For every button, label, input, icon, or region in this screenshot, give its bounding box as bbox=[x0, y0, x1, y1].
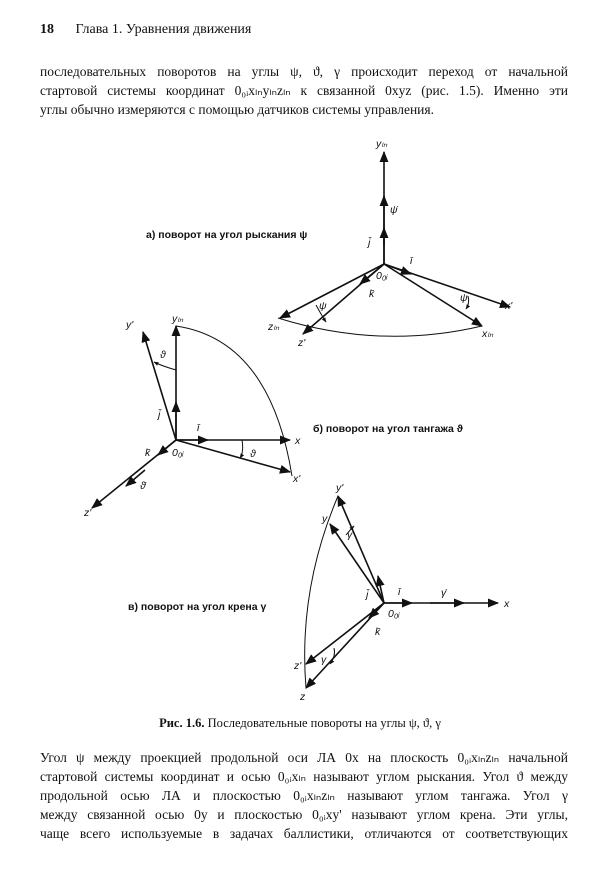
label-theta-1: ϑ bbox=[160, 349, 166, 361]
axis-y bbox=[330, 524, 384, 603]
label-k: k̄ bbox=[375, 626, 381, 638]
axis-z-prime bbox=[306, 603, 384, 664]
label-theta-dot: ϑ̇ bbox=[140, 480, 146, 492]
label-y-prime: y' bbox=[336, 482, 344, 494]
text-line: углы обычно измеряются с помощью датчиков системы управления. bbox=[40, 102, 434, 117]
label-origin: 0₀ᵢ bbox=[388, 608, 400, 620]
label-z-prime: z' bbox=[294, 660, 302, 672]
label-y-ln: yₗₙ bbox=[376, 138, 388, 150]
label-x: x bbox=[295, 435, 301, 447]
label-i: ī bbox=[197, 422, 200, 434]
text-line: между связанной осью 0y и плоскостью 0₀ᵢxy' называют углом крена. Эти углы, bbox=[40, 807, 568, 822]
text-line: последовательных поворотов на углы ψ, ϑ, γ происходит переход от начальной bbox=[40, 64, 568, 79]
panel-c-caption: в) поворот на угол крена γ bbox=[128, 601, 267, 613]
arc-theta-2 bbox=[240, 440, 243, 458]
label-origin: 0₀ᵢ bbox=[172, 447, 184, 459]
text-line: стартовой системы координат и осью 0₀ᵢxₗₙ называют углом рыскания. Угол ϑ между bbox=[40, 769, 568, 784]
panel-c-roll bbox=[128, 482, 510, 703]
label-j: j̄ bbox=[366, 589, 369, 601]
figure-caption bbox=[0, 716, 600, 731]
label-psi-dot: ψ̇ bbox=[390, 204, 398, 216]
text-line: стартовой системы координат 0₀ᵢxₗₙyₗₙzₗₙ к связанной 0xyz (рис. 1.5). Именно эти bbox=[40, 83, 568, 98]
label-j: j̄ bbox=[158, 409, 161, 421]
label-z-ln: zₗₙ bbox=[268, 321, 280, 333]
label-theta-2: ϑ bbox=[250, 448, 256, 460]
text-line: Угол ψ между проекцией продольной оси ЛА 0x на плоскость 0₀ᵢxₗₙzₗₙ начальной bbox=[40, 750, 568, 765]
label-y-ln: yₗₙ bbox=[172, 313, 184, 325]
page-number: 18 bbox=[40, 22, 54, 37]
label-x-prime: x' bbox=[293, 473, 301, 485]
label-z-prime: z' bbox=[298, 337, 306, 349]
label-y-prime: y' bbox=[126, 319, 134, 331]
label-i: ī bbox=[410, 255, 413, 267]
label-x-ln: xₗₙ bbox=[482, 328, 494, 340]
label-origin: 0₀ᵢ bbox=[376, 270, 388, 282]
figure-caption-text: Последовательные повороты на углы ψ, ϑ, γ bbox=[204, 716, 441, 730]
panel-a-yaw bbox=[146, 138, 513, 349]
label-gamma-1: γ bbox=[347, 529, 353, 541]
arc-pitch-plane bbox=[176, 326, 292, 476]
label-k: k̄ bbox=[369, 288, 375, 300]
label-i: ī bbox=[398, 586, 401, 598]
label-x: x bbox=[504, 598, 510, 610]
arc-theta-1 bbox=[154, 362, 176, 370]
panel-a-caption: а) поворот на угол рыскания ψ bbox=[146, 229, 308, 241]
label-psi-1: ψ bbox=[319, 300, 327, 312]
panel-b-caption: б) поворот на угол тангажа ϑ bbox=[313, 423, 463, 435]
label-psi-2: ψ bbox=[460, 292, 468, 304]
text-line: продольной осью ЛА и плоскостью 0₀ᵢxₗₙzₗₙ называют углом тангажа. Угол γ bbox=[40, 788, 568, 803]
label-gamma-2: γ bbox=[321, 654, 327, 666]
axis-y-prime bbox=[338, 496, 384, 603]
text-line: чаще всего используемые в задачах баллистики, отличаются от соответствующих bbox=[40, 826, 568, 841]
chapter-title: Глава 1. Уравнения движения bbox=[75, 22, 252, 37]
paragraph-bottom bbox=[40, 748, 568, 843]
label-j: j̄ bbox=[368, 237, 371, 249]
figure-number: Рис. 1.6. bbox=[159, 716, 205, 730]
label-z: z bbox=[300, 691, 306, 703]
arc-yaw-plane bbox=[278, 318, 482, 336]
label-gamma-dot: γ̇ bbox=[441, 587, 447, 599]
label-z-prime: z' bbox=[84, 507, 92, 519]
vector-k bbox=[369, 603, 384, 618]
label-k: k̄ bbox=[145, 447, 151, 459]
label-x-prime: x' bbox=[505, 300, 513, 312]
panel-b-pitch bbox=[83, 313, 464, 519]
axis-x-prime bbox=[176, 440, 290, 472]
label-y: y bbox=[322, 513, 328, 525]
